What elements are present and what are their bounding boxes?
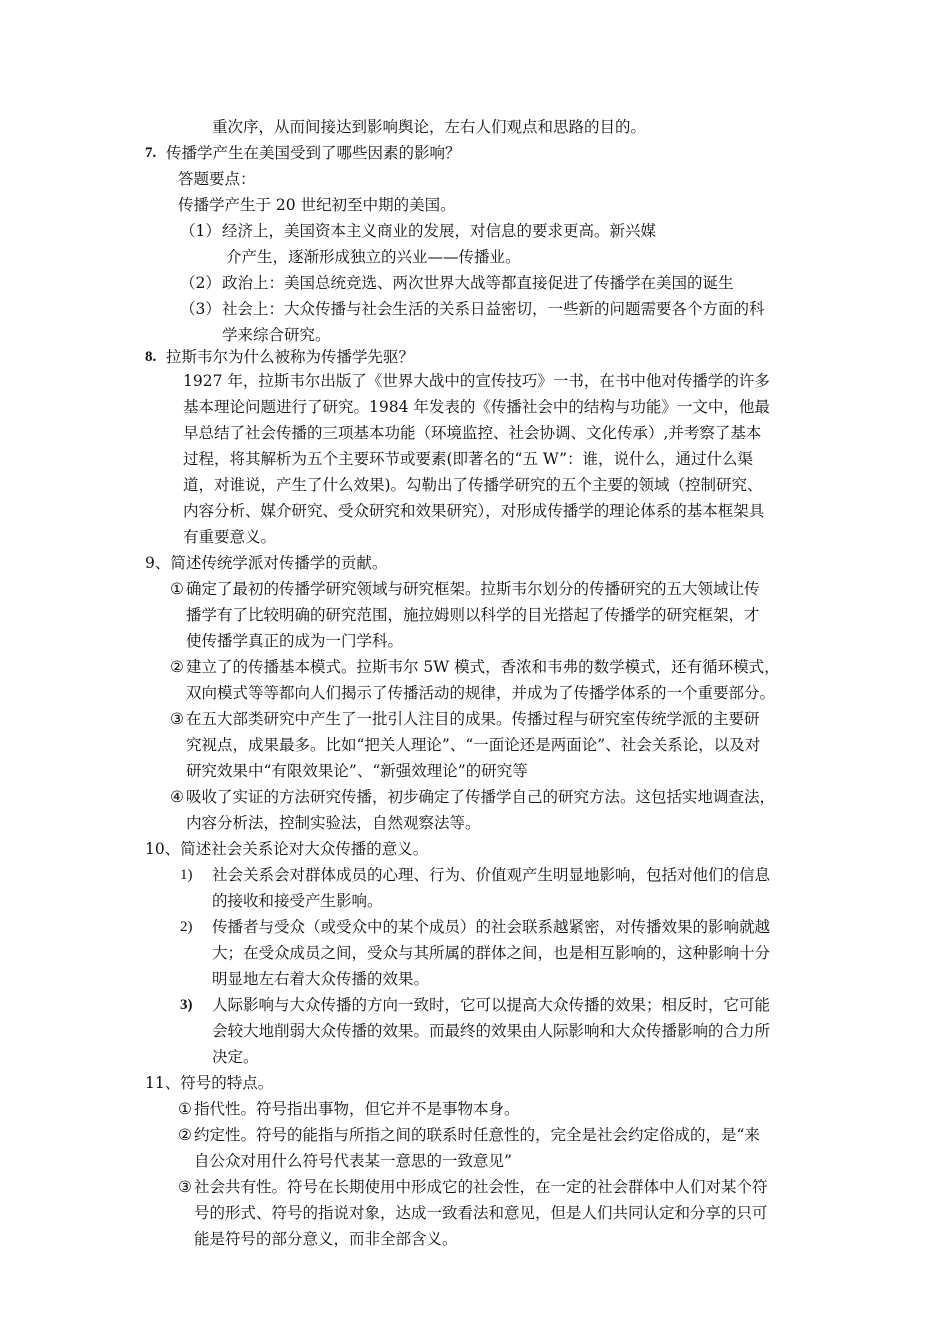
q9-point-2-line-1: 建立了的传播基本模式。拉斯韦尔 5W 模式，香浓和韦弗的数学模式，还有循环模式， — [186, 658, 780, 676]
q11-point-1-line-1: 指代性。符号指出事物，但它并不是事物本身。 — [194, 1100, 520, 1118]
q11-point-3-line-2: 号的形式、符号的指说对象，达成一致看法和意见，但是人们共同认定和分享的只可 — [194, 1204, 768, 1222]
q9-point-2-marker: ② — [170, 658, 184, 676]
q11-point-3-line-1: 社会共有性。符号在长期使用中形成它的社会性，在一定的社会群体中人们对某个符 — [194, 1178, 768, 1196]
q8-line-6: 内容分析、媒介研究、受众研究和效果研究），对形成传播学的理论体系的基本框架具 — [183, 502, 765, 520]
q8-line-2: 基本理论问题进行了研究。1984 年发表的《传播社会中的结构与功能》一文中，他最 — [183, 398, 770, 416]
q11-title: 11、符号的特点。 — [145, 1074, 274, 1092]
q10-point-3-line-2: 会较大地削弱大众传播的效果。而最终的效果由人际影响和大众传播影响的合力所 — [212, 1022, 771, 1040]
q9-point-1-marker: ① — [170, 580, 184, 598]
q8-line-4: 过程，将其解析为五个主要环节或要素(即著名的“五 W”：谁，说什么，通过什么渠 — [183, 450, 754, 468]
q8-line-1: 1927 年，拉斯韦尔出版了《世界大战中的宣传技巧》一书，在书中他对传播学的许多 — [183, 372, 770, 390]
q11-point-3-marker: ③ — [178, 1178, 192, 1196]
q11-point-1-marker: ① — [178, 1100, 192, 1118]
q9-point-3-line-3: 研究效果中“有限效果论”、“新强效理论”的研究等 — [186, 762, 528, 780]
q8-line-7: 有重要意义。 — [183, 528, 277, 546]
q11-point-2-line-2: 自公众对用什么符号代表某一意思的一致意见” — [194, 1152, 512, 1170]
q7-point-1-marker: （1） — [180, 222, 221, 240]
q10-point-3-line-3: 决定。 — [212, 1048, 259, 1066]
q7-point-1-line-2: 介产生，逐渐形成独立的兴业——传播业。 — [226, 248, 521, 266]
q9-point-3-line-2: 究视点，成果最多。比如“把关人理论”、“一面论还是两面论”、社会关系论，以及对 — [186, 736, 761, 754]
q7-point-3-line-2: 学来综合研究。 — [222, 326, 331, 344]
q10-point-1-marker: 1) — [180, 867, 193, 883]
q6-continuation: 重次序，从而间接达到影响舆论，左右人们观点和思路的目的。 — [212, 118, 647, 136]
q10-point-2-marker: 2) — [180, 919, 193, 935]
q9-point-4-marker: ④ — [170, 788, 184, 806]
q11-point-3-line-3: 能是符号的部分意义，而非全部含义。 — [194, 1230, 458, 1248]
q7-summary: 传播学产生于 20 世纪初至中期的美国。 — [178, 196, 456, 214]
q9-title: 9、简述传统学派对传播学的贡献。 — [145, 554, 388, 572]
q9-point-4-line-2: 内容分析法，控制实验法，自然观察法等。 — [186, 814, 481, 832]
q10-title: 10、简述社会关系论对大众传播的意义。 — [145, 840, 429, 858]
q7-point-2-line-1: 政治上：美国总统竞选、两次世界大战等都直接促进了传播学在美国的诞生 — [222, 274, 734, 292]
q7-point-3-line-1: 社会上：大众传播与社会生活的关系日益密切，一些新的问题需要各个方面的科 — [222, 300, 765, 318]
q7-point-3-marker: （3） — [180, 300, 221, 318]
q7-number: 7. — [145, 145, 157, 161]
q10-point-1-line-2: 的接收和接受产生影响。 — [212, 892, 383, 910]
q9-point-2-line-2: 双向模式等等都向人们揭示了传播活动的规律，并成为了传播学体系的一个重要部分。 — [186, 684, 776, 702]
q8-title: 拉斯韦尔为什么被称为传播学先驱？ — [166, 348, 415, 366]
q8-number: 8. — [145, 349, 157, 365]
q9-point-4-line-1: 吸收了实证的方法研究传播，初步确定了传播学自己的研究方法。这包括实地调查法， — [186, 788, 776, 806]
q7-intro: 答题要点： — [178, 170, 256, 188]
q10-point-2-line-2: 大；在受众成员之间，受众与其所属的群体之间，也是相互影响的，这种影响十分 — [212, 944, 771, 962]
q9-point-1-line-3: 使传播学真正的成为一门学科。 — [186, 632, 404, 650]
q9-point-3-line-1: 在五大部类研究中产生了一批引人注目的成果。传播过程与研究室传统学派的主要研 — [186, 710, 760, 728]
q10-point-3-line-1: 人际影响与大众传播的方向一致时，它可以提高大众传播的效果；相反时，它可能 — [212, 996, 771, 1014]
q9-point-1-line-2: 播学有了比较明确的研究范围，施拉姆则以科学的目光搭起了传播学的研究框架，才 — [186, 606, 760, 624]
q9-point-1-line-1: 确定了最初的传播学研究领域与研究框架。拉斯韦尔划分的传播研究的五大领域让传 — [186, 580, 760, 598]
q8-line-3: 早总结了社会传播的三项基本功能（环境监控、社会协调、文化传承）,并考察了基本 — [183, 424, 762, 442]
q7-point-1-line-1: 经济上，美国资本主义商业的发展，对信息的要求更高。新兴媒 — [222, 222, 657, 240]
q11-point-2-line-1: 约定性。符号的能指与所指之间的联系时任意性的，完全是社会约定俗成的，是“来 — [194, 1126, 760, 1144]
q9-point-3-marker: ③ — [170, 710, 184, 728]
q8-line-5: 道，对谁说，产生了什么效果)。勾勒出了传播学研究的五个主要的领域（控制研究、 — [183, 476, 763, 494]
q7-point-2-marker: （2） — [180, 274, 221, 292]
q10-point-2-line-3: 明显地左右着大众传播的效果。 — [212, 970, 430, 988]
q10-point-3-marker: 3) — [180, 997, 193, 1013]
q10-point-1-line-1: 社会关系会对群体成员的心理、行为、价值观产生明显地影响，包括对他们的信息 — [212, 866, 771, 884]
q10-point-2-line-1: 传播者与受众（或受众中的某个成员）的社会联系越紧密，对传播效果的影响就越 — [212, 918, 771, 936]
q7-title: 传播学产生在美国受到了哪些因素的影响？ — [166, 144, 461, 162]
q11-point-2-marker: ② — [178, 1126, 192, 1144]
